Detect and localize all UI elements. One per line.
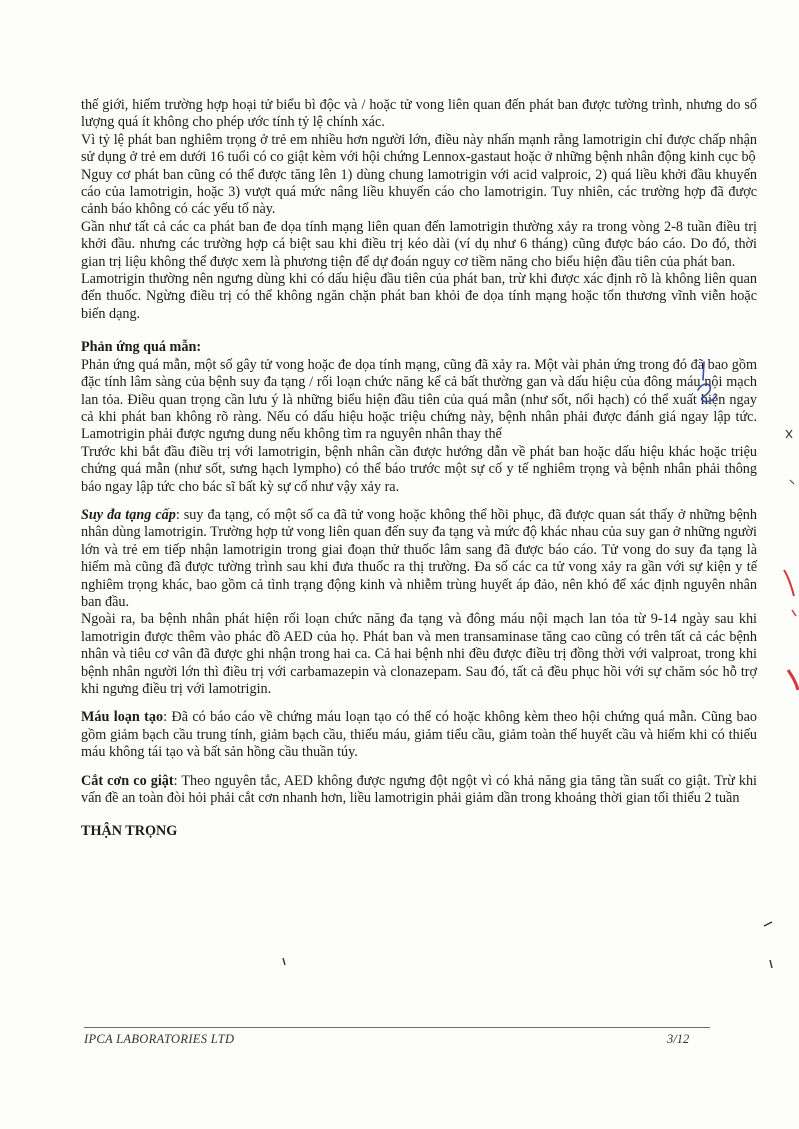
- blood-paragraph: [81, 709, 757, 761]
- margin-speck: [760, 916, 780, 976]
- paragraph: Nguy cơ phát ban cũng có thể được tăng lên 1) dùng chung lamotrigin với acid valproic, 2) quá liều khởi đầu khuyến cáo của lamotrigin, hoặc 3) vượt quá mức nâng liều khuyến cáo cho lamotrigin. Tuy nhiên, các trường hợp đã được cảnh báo không có các yếu tố này.: [81, 166, 757, 218]
- multiorgan-text: : suy đa tạng, có một số ca đã tử vong hoặc không thể hồi phục, đã được quan sát thấy ở những bệnh nhân dùng lamotrigin. Trường hợp tử vong liên quan đến suy đa tạng và mức độ khác nhau của suy gan ở những người lớn và trẻ em tiếp nhận lamotrigin trong giai đoạn thử thuốc lâm sang đã được báo cáo. Tử vong do suy đa tạng là hiếm mà cũng đã được tường trình sau khi đưa thuốc ra thị trường. Đa số các ca tử vong xảy ra gần với sự kiện y tế nghiêm trọng khác, bao gồm cả tình trạng động kinh và nhiễm trùng huyết áp đảo, nên khó để xác định nguyên nhân ban đầu.: [81, 506, 757, 610]
- withdrawal-term: Cắt cơn co giật: [81, 772, 174, 789]
- text-speck: [280, 956, 288, 968]
- paragraph: thế giới, hiếm trường hợp hoại tử biểu bì độc và / hoặc tử vong liên quan đến phát ban được tường trình, nhưng do số lượng quá ít không cho phép ước tính tỷ lệ chính xác.: [81, 97, 757, 131]
- paragraph: Ngoài ra, ba bệnh nhân phát hiện rối loạn chức năng đa tạng và đông máu nội mạch lan tỏa từ 9-14 ngày sau khi lamotrigin được thêm vào phác đồ AED của họ. Phát ban và men transaminase tăng cao cũng có trên tất cả các bệnh nhân và tiêu cơ vân đã được ghi nhận trong hai ca. Cả hai bệnh nhi đều được điều trị đồng thời với valproat, trong khi bệnh nhân người lớn thì điều trị với carbamazepin và clonazepam. Sau đó, tất cả đều phục hồi với sự chăm sóc hỗ trợ khi ngưng điều trị với lamotrigin.: [81, 611, 757, 697]
- handwritten-initial-mark: [688, 360, 722, 412]
- multiorgan-paragraph: [81, 507, 757, 611]
- document-body: [81, 97, 757, 841]
- withdrawal-text: : Theo nguyên tắc, AED không được ngưng đột ngột vì có khả năng gia tăng tần suất co giật. Trừ khi vấn đề an toàn đòi hỏi phải cắt cơn nhanh hơn, liều lamotrigin phải giảm dần trong khoảng thời gian tối thiểu 2 tuần: [81, 772, 757, 807]
- paragraph: Phản ứng quá mẫn, một số gây tử vong hoặc đe dọa tính mạng, cũng đã xảy ra. Một vài phản ứng trong đó đã bao gồm đặc tính lâm sàng của bệnh suy đa tạng / rối loạn chức năng kể cả bất thường gan và dấu hiệu của đông máu nội mạch lan tỏa. Điều quan trọng cần lưu ý là những biểu hiện đầu tiên của quá mẫn (như sốt, nổi hạch) có thể xuất hiện ngay cả khi phát ban không rõ ràng. Nếu có dấu hiệu hoặc triệu chứng này, bệnh nhân phải được đánh giá ngay lập tức. Lamotrigin phải được ngưng dung nếu không tìm ra nguyên nhân thay thế: [81, 356, 757, 443]
- paragraph: Gần như tất cả các ca phát ban đe dọa tính mạng liên quan đến lamotrigin thường xảy ra trong vòng 2-8 tuần điều trị khởi đầu. nhưng các trường hợp cá biệt sau khi điều trị kéo dài (ví dụ như 6 tháng) cũng được báo cáo. Do đó, thời gian trị liệu không thể được xem là phương tiện để dự đoán nguy cơ tiềm năng cho biểu hiện đầu tiên của phát ban.: [81, 218, 757, 270]
- footer-page-number: 3/12: [667, 1032, 690, 1046]
- hypersensitivity-heading: Phản ứng quá mẫn:: [81, 339, 202, 356]
- paragraph: Trước khi bắt đầu điều trị với lamotrigin, bệnh nhân cần được hướng dẫn về phát ban hoặc dấu hiệu khác hoặc triệu chứng quá mẫn (như sốt, sưng hạch lympho) có thể báo trước một sự cố y tế nghiêm trọng và bệnh nhân phải thông báo ngay lập tức cho bác sĩ bất kỳ sự cố như vậy xảy ra.: [81, 443, 757, 495]
- withdrawal-paragraph: [81, 773, 757, 808]
- paragraph: Vì tỷ lệ phát ban nghiêm trọng ở trẻ em nhiều hơn người lớn, điều này nhấn mạnh rằng lamotrigin chỉ được chấp nhận sử dụng ở trẻ em dưới 16 tuổi có co giật kèm với hội chứng Lennox-gastaut hoặc ở những bệnh nhân động kinh cục bộ: [81, 131, 757, 166]
- blood-term: Máu loạn tạo: [81, 709, 164, 726]
- footer-company: IPCA LABORATORIES LTD: [84, 1032, 235, 1046]
- precautions-title: THẬN TRỌNG: [81, 823, 178, 840]
- blood-text: : Đã có báo cáo về chứng máu loạn tạo có thể có hoặc không kèm theo hội chứng quá mẫn. Cũng bao gồm giảm bạch cầu trung tính, giảm bạch cầu, thiếu máu, giảm tiểu cầu, giảm toàn thể huyết cầu và hiếm khi có thiếu máu không tái tạo và bất sản hồng cầu thuần túy.: [81, 709, 757, 761]
- multiorgan-term: Suy đa tạng cấp: [81, 506, 176, 523]
- paragraph: Lamotrigin thường nên ngưng dùng khi có dấu hiệu đầu tiên của phát ban, trừ khi được xác định rõ là không liên quan đến thuốc. Ngừng điều trị có thể không ngăn chặn phát ban khỏi đe dọa tính mạng hoặc tổn thương vĩnh viễn hoặc biến dạng.: [81, 271, 757, 322]
- footer-divider: [84, 1027, 710, 1028]
- margin-stamp-marks: [772, 420, 799, 710]
